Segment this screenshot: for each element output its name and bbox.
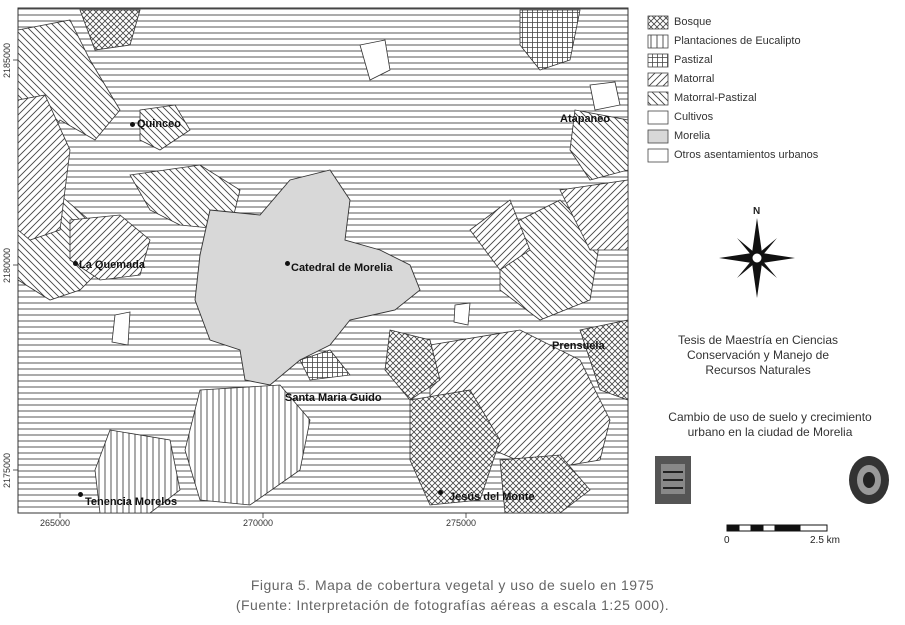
legend-swatch-pastizal xyxy=(648,54,668,67)
legend-swatch-morelia xyxy=(648,130,668,143)
legend-label-pastizal: Pastizal xyxy=(674,54,713,66)
y-tick-label: 2185000 xyxy=(2,42,12,78)
legend-label-matorral-pastizal: Matorral-Pastizal xyxy=(674,92,757,104)
x-tick-label: 270000 xyxy=(243,518,274,528)
legend-label-cultivos: Cultivos xyxy=(674,111,714,123)
figure-source: (Fuente: Interpretación de fotografías aéreas a escala 1:25 000). xyxy=(235,597,670,613)
legend-label-otros: Otros asentamientos urbanos xyxy=(674,149,819,161)
place-label-prensuela: Prensuela xyxy=(552,340,605,352)
thesis-line: Recursos Naturales xyxy=(705,363,811,377)
legend-swatch-eucalipto xyxy=(648,35,668,48)
x-tick-label: 265000 xyxy=(40,518,71,528)
place-label-jesus: Jesús del Monte xyxy=(449,491,535,503)
thesis-line: Cambio de uso de suelo y crecimiento xyxy=(668,410,872,424)
scale-start-label: 0 xyxy=(724,535,730,546)
thesis-line: Tesis de Maestría en Ciencias xyxy=(677,333,839,347)
place-marker xyxy=(78,492,83,497)
legend-swatch-otros xyxy=(648,149,668,162)
legend-swatch-matorral-pastizal xyxy=(648,92,668,105)
university-seal-icon xyxy=(655,456,691,504)
legend-swatch-matorral xyxy=(648,73,668,86)
legend-label-matorral: Matorral xyxy=(674,73,715,85)
legend-swatches xyxy=(648,16,668,162)
place-label-santa-maria: Santa Maria Guido xyxy=(285,392,382,404)
y-tick-label: 2175000 xyxy=(2,452,12,488)
scale-bar xyxy=(727,525,827,531)
legend-label-bosque: Bosque xyxy=(674,16,712,28)
figure-caption: Figura 5. Mapa de cobertura vegetal y uso de suelo en 1975 xyxy=(250,577,655,593)
institution-emblem-icon xyxy=(849,456,889,504)
north-label: N xyxy=(753,206,761,217)
place-label-la-quemada: La Quemada xyxy=(79,259,146,271)
thesis-line: urbano en la ciudad de Morelia xyxy=(687,425,853,439)
thesis-line: Conservación y Manejo de xyxy=(686,348,830,362)
place-label-quinceo: Quinceo xyxy=(137,118,182,130)
place-marker xyxy=(438,490,443,495)
x-tick-label: 275000 xyxy=(446,518,477,528)
place-marker xyxy=(73,261,78,266)
legend-label-eucalipto: Plantaciones de Eucalipto xyxy=(674,35,801,47)
place-label-atapaneo: Atapaneo xyxy=(560,113,611,125)
place-marker xyxy=(130,122,135,127)
place-label-catedral: Catedral de Morelia xyxy=(291,262,393,274)
place-marker xyxy=(285,261,290,266)
compass-rose-icon xyxy=(719,218,795,298)
scale-end-label: 2.5 km xyxy=(810,535,841,546)
y-tick-label: 2180000 xyxy=(2,247,12,283)
thesis-title xyxy=(648,333,868,378)
legend-swatch-cultivos xyxy=(648,111,668,124)
place-label-tenencia: Tenencia Morelos xyxy=(85,496,178,508)
thesis-subtitle xyxy=(640,410,900,440)
legend-swatch-bosque xyxy=(648,16,668,29)
legend-label-morelia: Morelia xyxy=(674,130,711,142)
